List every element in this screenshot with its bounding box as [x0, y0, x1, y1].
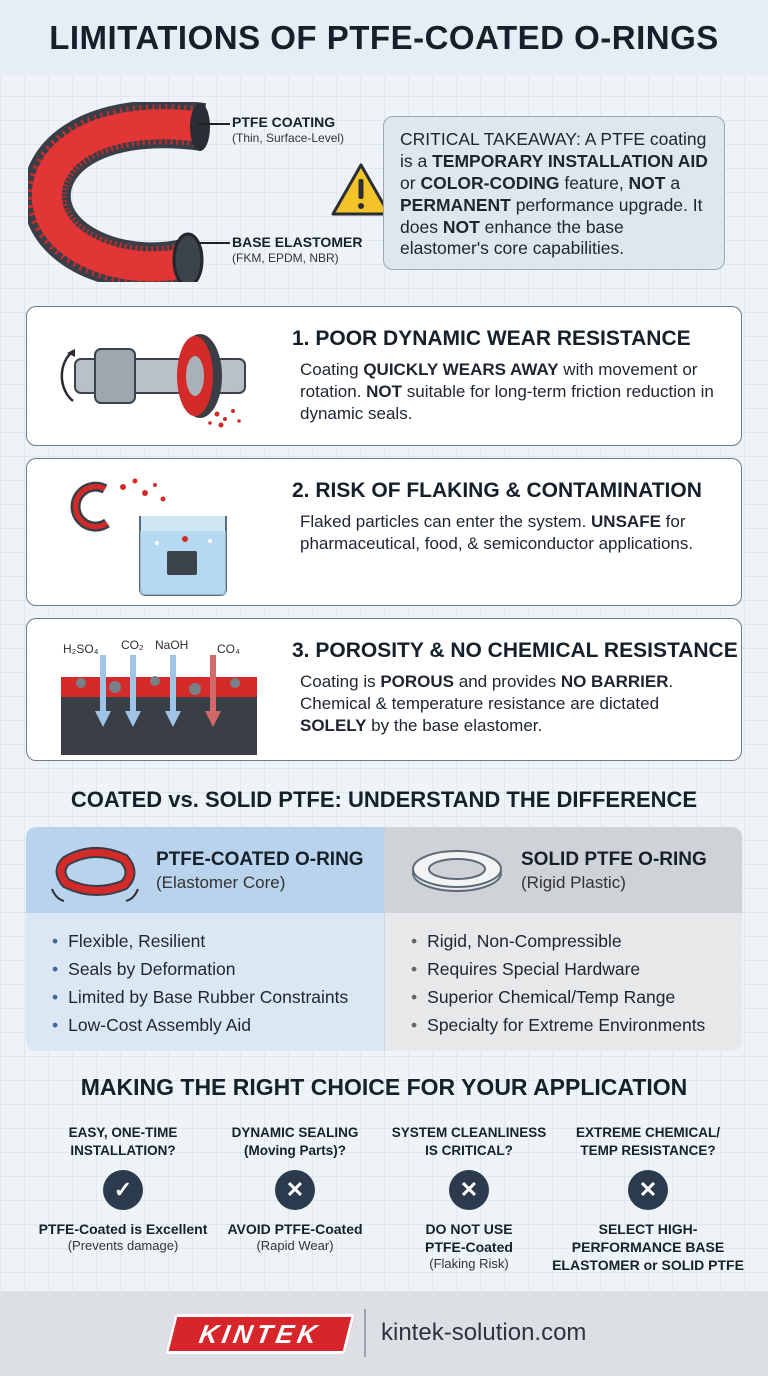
- coating-callout: [232, 114, 344, 145]
- choice-question: DYNAMIC SEALING: [231, 1125, 359, 1140]
- card-body: Flaked particles can enter the system. UNSAFE for pharmaceutical, food, & semiconductor applications.: [300, 512, 694, 554]
- flexible-ring-icon: [46, 841, 146, 903]
- chem-label: CO₄: [217, 642, 240, 656]
- coated-title: PTFE-COATED O-RING: [156, 849, 364, 870]
- x-icon: ✕: [449, 1170, 489, 1210]
- list-item: • Limited by Base Rubber Constraints: [52, 983, 384, 1011]
- card-wear-resistance: [26, 306, 742, 446]
- card-flaking: [26, 458, 742, 606]
- compare-table: [26, 827, 742, 1051]
- choice-cleanliness: [374, 1124, 564, 1273]
- coated-list: [26, 913, 384, 1039]
- coating-sub: (Thin, Surface-Level): [232, 130, 345, 145]
- choice-answer: AVOID PTFE-Coated: [227, 1221, 363, 1237]
- list-item: • Low-Cost Assembly Aid: [52, 1011, 384, 1039]
- card-title: 1. POOR DYNAMIC WEAR RESISTANCE: [292, 327, 691, 350]
- choice-installation: [28, 1124, 218, 1255]
- base-callout: [232, 234, 362, 265]
- list-item: • Requires Special Hardware: [411, 955, 742, 983]
- website-link[interactable]: kintek-solution.com: [381, 1319, 587, 1346]
- list-item: • Rigid, Non-Compressible: [411, 927, 742, 955]
- card-body: Coating is POROUS and provides NO BARRIER. Chemical & temperature resistance are dictated SOLELY by the base elastomer.: [300, 672, 674, 736]
- choice-question: TEMP RESISTANCE?: [580, 1142, 716, 1158]
- solid-list: [385, 913, 742, 1039]
- choice-question: EASY, ONE-TIME: [68, 1125, 178, 1140]
- choice-title: MAKING THE RIGHT CHOICE FOR YOUR APPLICATION: [80, 1074, 688, 1100]
- choice-answer: PTFE-Coated is Excellent: [38, 1221, 208, 1237]
- base-label: BASE ELASTOMER: [232, 234, 363, 250]
- choice-question: EXTREME CHEMICAL/: [575, 1125, 720, 1140]
- chem-label: H₂SO₄: [63, 642, 99, 656]
- choice-question: SYSTEM CLEANLINESS: [391, 1125, 547, 1140]
- choice-note: (Rapid Wear): [256, 1238, 334, 1254]
- chem-label: CO₂: [121, 638, 144, 652]
- list-item: • Specialty for Extreme Environments: [411, 1011, 742, 1039]
- choice-dynamic: [200, 1124, 390, 1255]
- choice-question: INSTALLATION?: [70, 1142, 176, 1158]
- solid-subtitle: (Rigid Plastic): [521, 873, 626, 892]
- base-sub: (FKM, EPDM, NBR): [232, 250, 339, 265]
- chem-label: NaOH: [155, 638, 189, 652]
- solid-title: SOLID PTFE O-RING: [521, 849, 707, 870]
- x-icon: ✕: [275, 1170, 315, 1210]
- list-item: • Seals by Deformation: [52, 955, 384, 983]
- o-ring-illustration: [28, 102, 218, 282]
- coated-header: [26, 827, 384, 913]
- choice-question: IS CRITICAL?: [425, 1142, 513, 1158]
- card-title: 3. POROSITY & NO CHEMICAL RESISTANCE: [292, 639, 738, 662]
- solid-ring-icon: [407, 845, 507, 897]
- compare-title: COATED vs. SOLID PTFE: UNDERSTAND THE DIFFERENCE: [70, 787, 698, 812]
- card-porosity: [26, 618, 742, 761]
- logo-text: KINTEK: [197, 1318, 324, 1349]
- coated-column: [26, 827, 384, 1051]
- coating-label: PTFE COATING: [232, 114, 336, 130]
- shaft-seal-icon: [45, 319, 265, 434]
- x-icon: ✕: [628, 1170, 668, 1210]
- choice-note: (Flaking Risk): [429, 1256, 509, 1272]
- hero-section: [0, 80, 768, 290]
- choice-extreme: [550, 1124, 746, 1275]
- footer: [0, 1291, 768, 1376]
- footer-divider: [364, 1309, 366, 1357]
- choice-answer: SELECT HIGH-PERFORMANCE BASE ELASTOMER or SOLID PTFE: [552, 1221, 744, 1274]
- coating-leader-line: [198, 123, 230, 125]
- card-body: Coating QUICKLY WEARS AWAY with movement or rotation. NOT suitable for long-term friction reduction in dynamic seals.: [300, 360, 714, 424]
- page-title: LIMITATIONS OF PTFE-COATED O-RINGS: [0, 0, 768, 76]
- solid-header: [385, 827, 742, 913]
- porous-coating-icon: [45, 631, 275, 756]
- choice-note: (Prevents damage): [67, 1238, 179, 1254]
- list-item: • Superior Chemical/Temp Range: [411, 983, 742, 1011]
- beaker-contamination-icon: [45, 471, 265, 596]
- critical-takeaway-box: CRITICAL TAKEAWAY: A PTFE coating is a TEMPORARY INSTALLATION AID or COLOR-CODING feature, NOT a PERMANENT performance upgrade. It does NOT enhance the base elastomer's core capabilities.: [383, 116, 725, 270]
- solid-column: [384, 827, 742, 1051]
- coated-subtitle: (Elastomer Core): [156, 873, 286, 892]
- card-title: 2. RISK OF FLAKING & CONTAMINATION: [292, 479, 702, 502]
- list-item: • Flexible, Resilient: [52, 927, 384, 955]
- choice-question: (Moving Parts)?: [243, 1142, 346, 1158]
- base-leader-line: [198, 242, 230, 244]
- check-icon: ✓: [103, 1170, 143, 1210]
- choice-answer: DO NOT USE PTFE-Coated: [425, 1221, 513, 1256]
- kintek-logo[interactable]: [165, 1314, 355, 1354]
